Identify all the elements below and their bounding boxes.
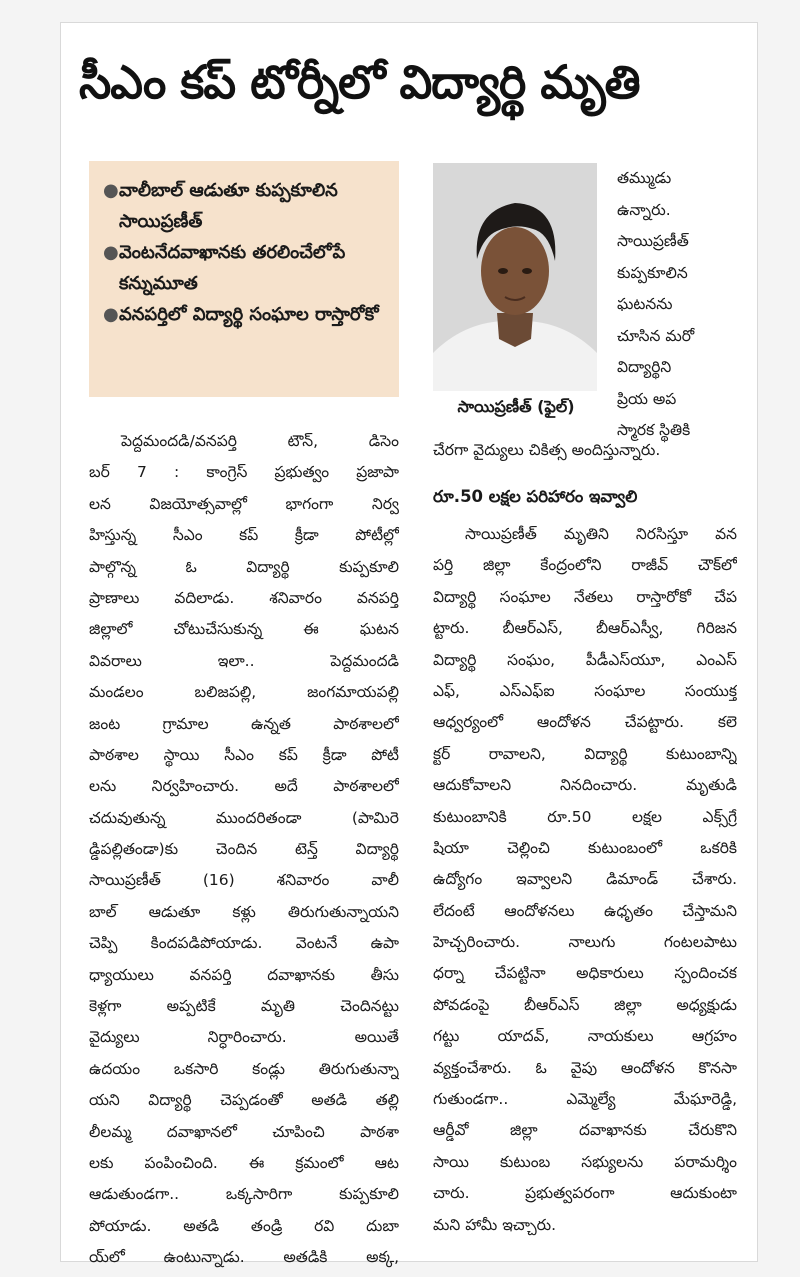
text-line: డ్డిపల్లితండా)కు చెందిన టెన్త్ విద్యార్థి	[89, 840, 399, 859]
text-line: బాల్ ఆడుతూ కళ్లు తిరుగుతున్నాయని	[89, 902, 399, 921]
text-line: హెచ్చరించారు. నాలుగు గంటలపాటు	[433, 933, 737, 952]
text-line: మండలం బలిజపల్లి, జంగమాయపల్లి	[89, 683, 399, 702]
text-line: ఘటనను	[617, 295, 673, 313]
text-line: ప్రియ అప	[617, 389, 677, 408]
text-line: ఆడుతుండగా.. ఒక్కసారిగా కుప్పకూలి	[89, 1185, 399, 1204]
text-line: చారు. ప్రభుత్వపరంగా ఆదుకుంటా	[433, 1184, 737, 1203]
highlight-text: వనపర్తిలో విద్యార్థి సంఘాల రాస్తారోకో	[119, 304, 379, 325]
text-line: పెద్దమందడి/వనపర్తి టౌన్, డిసెం	[121, 432, 399, 450]
text-line: హిస్తున్న సీఎం కప్ క్రీడా పోటీల్లో	[89, 526, 399, 545]
text-line: విద్యార్థి సంఘాల నేతలు రాస్తారోకో చేప	[433, 587, 737, 606]
text-line: సాయిప్రణీత్	[617, 232, 689, 250]
student-photo	[433, 163, 597, 391]
text-line: వైద్యులు నిర్ధారించారు. అయితే	[89, 1028, 399, 1047]
side-column-tail: చేరగా వైద్యులు చికిత్స అందిస్తున్నారు.	[433, 441, 661, 459]
text-line: పర్తి జిల్లా కేంద్రంలోని రాజీవ్ చౌక్‌లో	[433, 556, 737, 575]
highlights-box	[89, 161, 399, 397]
text-line: పాఠశాల స్థాయి సీఎం కప్ క్రీడా పోటీ	[89, 745, 399, 764]
photo-caption: సాయిప్రణీత్ (ఫైల్)	[457, 397, 575, 416]
text-line: జిల్లాలో చోటుచేసుకున్న ఈ ఘటన	[89, 620, 399, 639]
text-line: వ్యక్తంచేశారు. ఓ వైపు ఆందోళన కొనసా	[433, 1058, 737, 1077]
headline: సీఎం కప్ టోర్నీలో విద్యార్థి మృతి	[79, 55, 640, 109]
text-line: ఆర్డీవో జిల్లా దవాఖానకు చేరుకొని	[433, 1121, 737, 1140]
text-line: జంట గ్రామాల ఉన్నత పాఠశాలలో	[89, 714, 399, 733]
text-line: వివరాలు ఇలా.. పెద్దమందడి	[89, 651, 399, 670]
newspaper-clipping	[60, 22, 758, 1267]
portrait-illustration	[433, 163, 597, 391]
text-line: కెళ్లగా అప్పటికే మృతి చెందినట్టు	[89, 997, 399, 1016]
text-line: లన విజయోత్సవాల్లో భాగంగా నిర్వ	[89, 494, 399, 513]
text-line: విద్యార్థి సంఘం, పీడీఎస్‌యూ, ఎంఎస్	[433, 650, 737, 669]
text-line: షియా చెల్లించి కుటుంబంలో ఒకరికి	[433, 838, 737, 857]
text-line: లకు పంపించింది. ఈ క్రమంలో ఆట	[89, 1153, 399, 1172]
text-line: సాయి కుటుంబ సభ్యులను పరామర్శిం	[433, 1152, 737, 1171]
highlight-item	[103, 299, 387, 330]
text-line: ట్టారు. బీఆర్ఎస్, బీఆర్ఎస్వీ, గిరిజన	[433, 619, 737, 638]
highlight-item	[103, 237, 387, 299]
text-line: క్టర్ రావాలని, విద్యార్థి కుటుంబాన్ని	[433, 744, 737, 763]
text-line: ఎఫ్, ఎస్ఎఫ్ఐ సంఘాల సంయుక్త	[433, 681, 737, 700]
text-line: కుటుంబానికి రూ.50 లక్షల ఎక్స్‌గ్రే	[433, 807, 737, 826]
text-line: లను నిర్వహించారు. అదే పాఠశాలలో	[89, 777, 399, 796]
text-line: చదువుతున్న ముందరితండా (పామిరె	[89, 808, 399, 827]
text-line: పాల్గొన్న ఓ విద్యార్థి కుప్పకూలి	[89, 557, 399, 576]
right-column	[433, 519, 737, 1241]
text-line: య్‌లో ఉంటున్నాడు. అతడికి అక్క,	[89, 1248, 399, 1267]
text-line: పోయాడు. అతడి తండ్రి రవి దుబా	[89, 1216, 399, 1235]
text-line: తమ్ముడు	[617, 169, 672, 187]
text-line: ధ్యాయులు వనపర్తి దవాఖానకు తీసు	[89, 965, 399, 984]
highlight-item	[103, 175, 387, 237]
bullet-icon: ●	[103, 242, 119, 263]
text-line: లేదంటే ఆందోళనలు ఉధృతం చేస్తామని	[433, 901, 737, 920]
text-line: యని విద్యార్థి చెప్పడంతో అతడి తల్లి	[89, 1091, 399, 1110]
text-line: మని హామీ ఇచ్చారు.	[433, 1215, 557, 1234]
text-line: పోవడంపై బీఆర్ఎస్ జిల్లా అధ్యక్షుడు	[433, 995, 737, 1014]
text-line: కుప్పకూలిన	[617, 263, 688, 282]
text-line: గట్టు యాదవ్, నాయకులు ఆగ్రహం	[433, 1027, 737, 1046]
text-line: సాయిప్రణీత్ (16) శనివారం వాలీ	[89, 871, 399, 890]
text-line: ప్రాణాలు వదిలాడు. శనివారం వనపర్తి	[89, 588, 399, 607]
bullet-icon: ●	[103, 180, 119, 201]
text-line: గుతుండగా.. ఎమ్మెల్యే మేఘారెడ్డి,	[433, 1090, 737, 1109]
text-line: చెప్పి కిందపడిపోయాడు. వెంటనే ఉపా	[89, 934, 399, 953]
text-line: ఉన్నారు.	[617, 200, 671, 219]
text-line: విద్యార్థిని	[617, 358, 672, 376]
text-line: లీలమ్మ దవాఖానలో చూపించి పాఠశా	[89, 1122, 399, 1141]
subheading: రూ.50 లక్షల పరిహారం ఇవ్వాలి	[433, 487, 638, 506]
left-column	[89, 426, 399, 1274]
text-line: స్మారక స్థితికి	[617, 421, 691, 439]
text-line: ఆదుకోవాలని నినదించారు. మృతుడి	[433, 776, 737, 795]
text-line: ఉదయం ఒకసారి కండ్లు తిరుగుతున్నా	[89, 1059, 399, 1078]
bullet-icon: ●	[103, 304, 119, 325]
text-line: బర్ 7 : కాంగ్రెస్ ప్రభుత్వం ప్రజాపా	[89, 463, 399, 482]
text-line: ధర్నా చేపట్టినా అధికారులు స్పందించక	[433, 964, 737, 983]
text-line: చూసిన మరో	[617, 326, 695, 345]
text-line: ఉద్యోగం ఇవ్వాలని డిమాండ్ చేశారు.	[433, 870, 737, 889]
side-column	[617, 163, 737, 447]
highlight-text: వాలీబాల్ ఆడుతూ కుప్పకూలిన సాయిప్రణీత్	[119, 180, 338, 232]
text-line: సాయిప్రణీత్ మృతిని నిరసిస్తూ వన	[465, 525, 737, 543]
text-line: ఆధ్వర్యంలో ఆందోళన చేపట్టారు. కలె	[433, 713, 737, 732]
highlight-text: వెంటనేదవాఖానకు తరలించేలోపే కన్నుమూత	[119, 242, 346, 294]
